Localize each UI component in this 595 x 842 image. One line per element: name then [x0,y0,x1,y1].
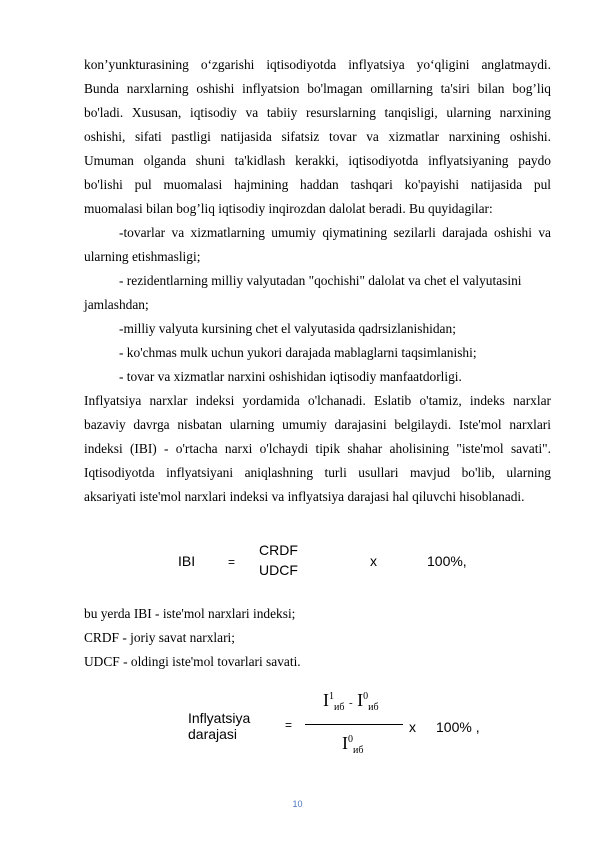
text-line: oshishi, sifati pastligi natijasida sifatsiz tovar va xizmatlar narxining oshishi. [84,129,551,144]
formula-lhs: IBI [178,553,196,569]
page-number: 10 [292,799,303,809]
formula-lhs-line2: darajasi [188,726,238,742]
formula-numerator [323,690,379,711]
list-item-continuation: ularning etishmasligi; [84,249,201,264]
superscript: 0 [363,691,369,702]
formula-percent: 100% , [436,719,480,735]
text-line: Bunda narxlarning oshishi inflyatsion bo'lmagan omillarning ta'siri bilan bog’liq [84,81,551,96]
index-symbol: I [323,690,329,710]
formula-times: x [409,719,416,735]
superscript: 1 [329,691,334,702]
list-item: -milliy valyuta kursining chet el valyutasida qadrsizlanishidan; [119,321,456,336]
formula-equals: = [228,555,236,569]
index-symbol: I [357,690,364,710]
definition-line: UDCF - oldingi iste'mol tovarlari savati. [84,654,301,669]
fraction-bar [305,724,403,725]
minus-sign: - [348,697,353,709]
formula-lhs-line1: Inflyatsiya [188,710,251,726]
formula-times: x [370,553,377,569]
subscript: иб [353,745,364,756]
definition-line: CRDF - joriy savat narxlari; [84,630,235,645]
list-item: -tovarlar va xizmatlarning umumiy qiymatining sezilarli darajada oshishi va [119,225,551,240]
index-symbol: I [342,733,348,753]
text-line: Umuman olganda shuni ta'kidlash kerakki, iqtisodiyotda inflyatsiyaning paydo [84,153,551,168]
subscript: иб [334,702,345,713]
formula-denominator: UDCF [259,562,298,578]
list-item: - ko'chmas mulk uchun yukori darajada mablaglarni taqsimlanishi; [119,345,477,360]
subscript: иб [368,702,379,713]
formula-percent: 100%, [427,553,467,569]
formula-numerator: CRDF [259,542,298,558]
text-line: bo'ladi. Xususan, iqtisodiy va tabiiy resurslarning tanqisligi, ularning narxining [84,105,551,120]
formula-equals: = [285,718,293,732]
text-line: bazaviy davrga nisbatan ularning umumiy darajasini belgilaydi. Iste'mol narxlari [84,417,551,432]
text-line: indeksi (IBI) - o'rtacha narxi o'lchaydi tipik shahar aholisining "iste'mol savati". [84,441,551,456]
list-item: - rezidentlarning milliy valyutadan "qochishi" dalolat va chet el valyutasini [119,273,522,288]
text-line: Inflyatsiya narxlar indeksi yordamida o'lchanadi. Eslatib o'tamiz, indeks narxlar [84,393,551,408]
list-item-continuation: jamlashdan; [84,297,149,312]
text-line: Iqtisodiyotda inflyatsiyani aniqlashning turli usullari mavjud bo'lib, ularning [84,465,551,480]
list-item: - tovar va xizmatlar narxini oshishidan iqtisodiy manfaatdorligi. [119,369,462,384]
text-line: muomalasi bilan bog’liq iqtisodiy inqirozdan dalolat beradi. Bu quyidagilar: [84,201,493,216]
text-line: aksariyati iste'mol narxlari indeksi va inflyatsiya darajasi hal qiluvchi hisoblanadi. [84,489,525,504]
definition-line: bu yerda IBI - iste'mol narxlari indeksi; [84,606,296,621]
text-line: bo'lishi pul muomalasi hajmining haddan tashqari ko'payishi natijasida pul [84,177,551,192]
formula-denominator [342,733,363,754]
text-line: kon’yunkturasining o‘zgarishi iqtisodiyotda inflyatsiya yo‘qligini anglatmaydi. [84,57,551,72]
superscript: 0 [348,734,353,745]
